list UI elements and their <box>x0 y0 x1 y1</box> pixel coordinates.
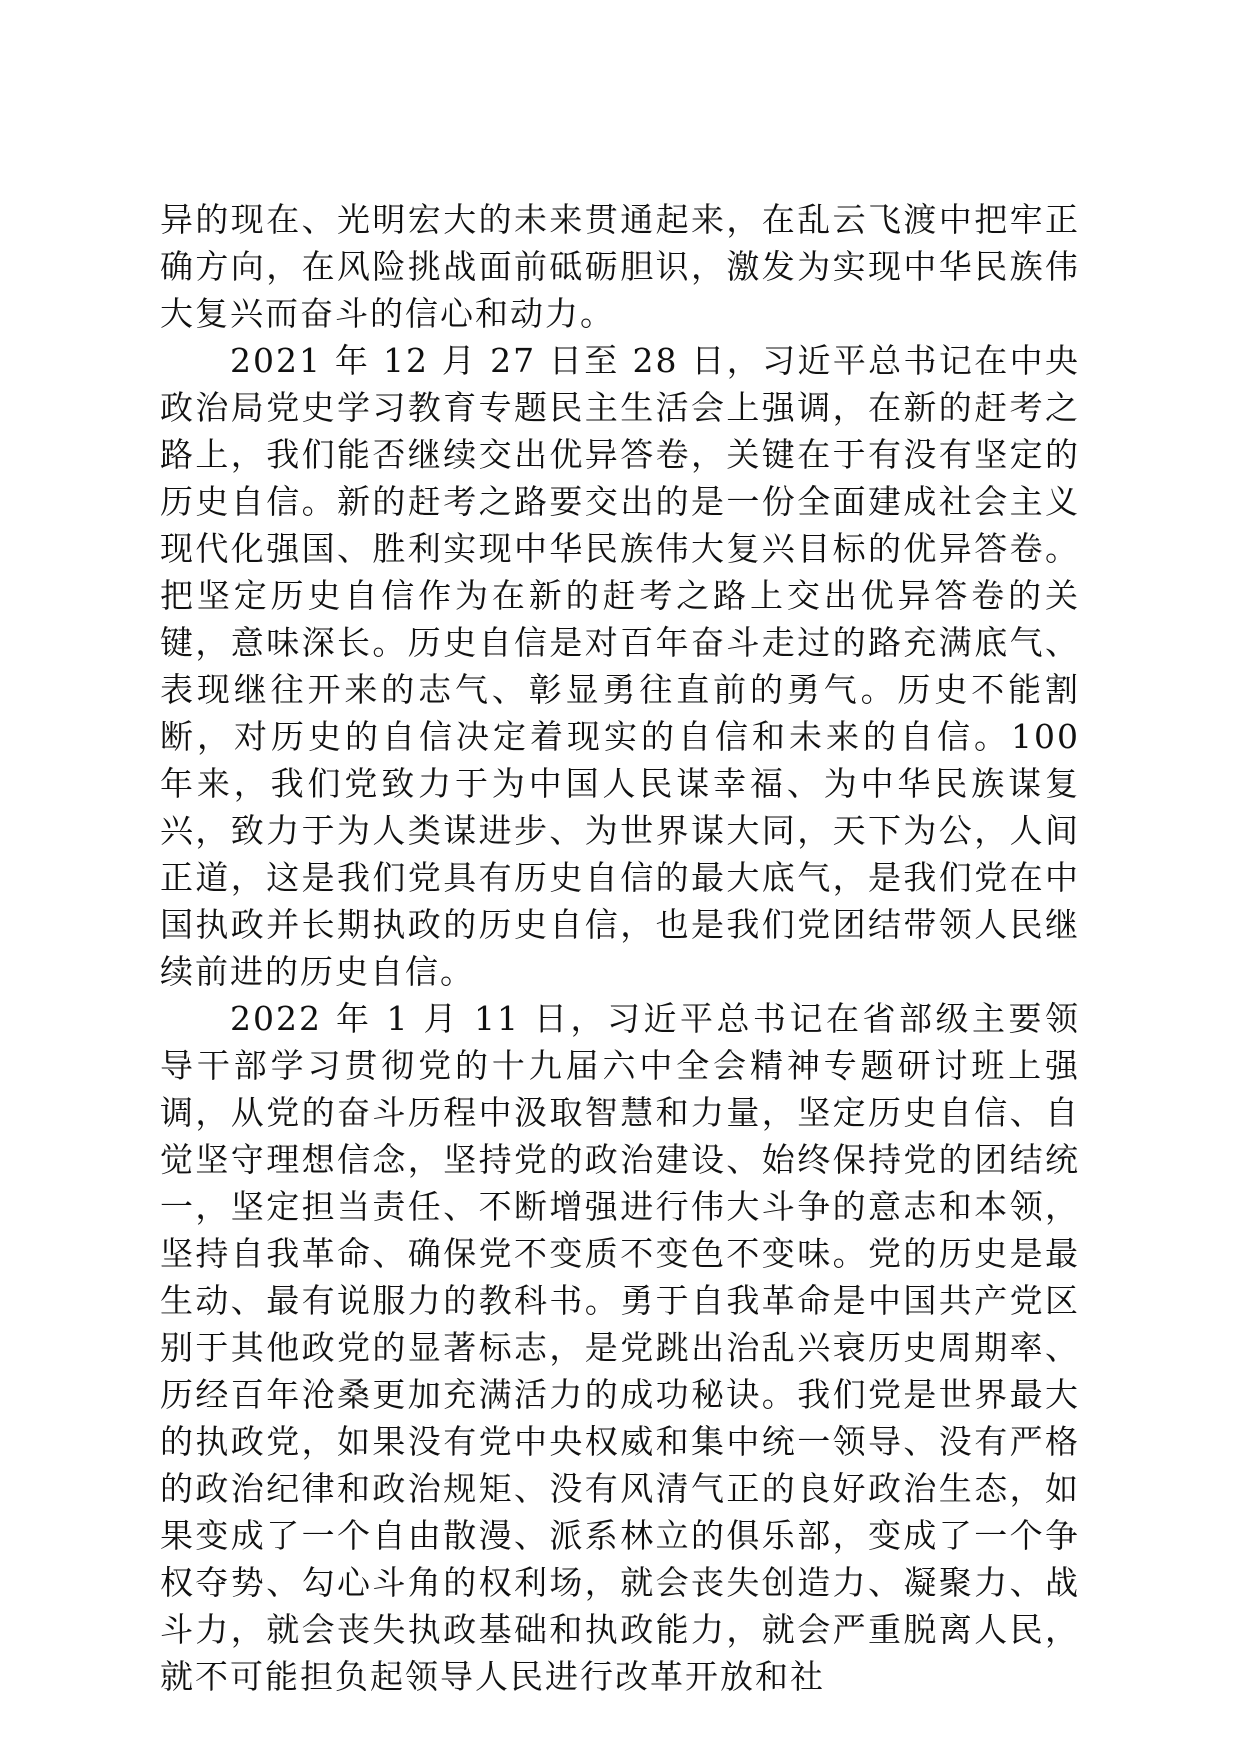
document-body <box>160 196 1080 1700</box>
paragraph-dec-2021: 2021 年 12 月 27 日至 28 日，习近平总书记在中央政治局党史学习教育专题民主生活会上强调，在新的赶考之路上，我们能否继续交出优异答卷，关键在于有没有坚定的历史自信。新的赶考之路要交出的是一份全面建成社会主义现代化强国、胜利实现中华民族伟大复兴目标的优异答卷。把坚定历史自信作为在新的赶考之路上交出优异答卷的关键，意味深长。历史自信是对百年奋斗走过的路充满底气、表现继往开来的志气、彰显勇往直前的勇气。历史不能割断，对历史的自信决定着现实的自信和未来的自信。100 年来，我们党致力于为中国人民谋幸福、为中华民族谋复兴，致力于为人类谋进步、为世界谋大同，天下为公，人间正道，这是我们党具有历史自信的最大底气，是我们党在中国执政并长期执政的历史自信，也是我们党团结带领人民继续前进的历史自信。 <box>160 341 1080 991</box>
paragraph-continuation: 异的现在、光明宏大的未来贯通起来，在乱云飞渡中把牢正确方向，在风险挑战面前砥砺胆识，激发为实现中华民族伟大复兴而奋斗的信心和动力。 <box>160 200 1080 333</box>
paragraph-jan-2022: 2022 年 1 月 11 日，习近平总书记在省部级主要领导干部学习贯彻党的十九届六中全会精神专题研讨班上强调，从党的奋斗历程中汲取智慧和力量，坚定历史自信、自觉坚守理想信念，坚持党的政治建设、始终保持党的团结统一，坚定担当责任、不断增强进行伟大斗争的意志和本领，坚持自我革命、确保党不变质不变色不变味。党的历史是最生动、最有说服力的教科书。勇于自我革命是中国共产党区别于其他政党的显著标志，是党跳出治乱兴衰历史周期率、历经百年沧桑更加充满活力的成功秘诀。我们党是世界最大的执政党，如果没有党中央权威和集中统一领导、没有严格的政治纪律和政治规矩、没有风清气正的良好政治生态，如果变成了一个自由散漫、派系林立的俱乐部，变成了一个争权夺势、勾心斗角的权利场，就会丧失创造力、凝聚力、战斗力，就会丧失执政基础和执政能力，就会严重脱离人民，就不可能担负起领导人民进行改革开放和社 <box>160 999 1080 1696</box>
